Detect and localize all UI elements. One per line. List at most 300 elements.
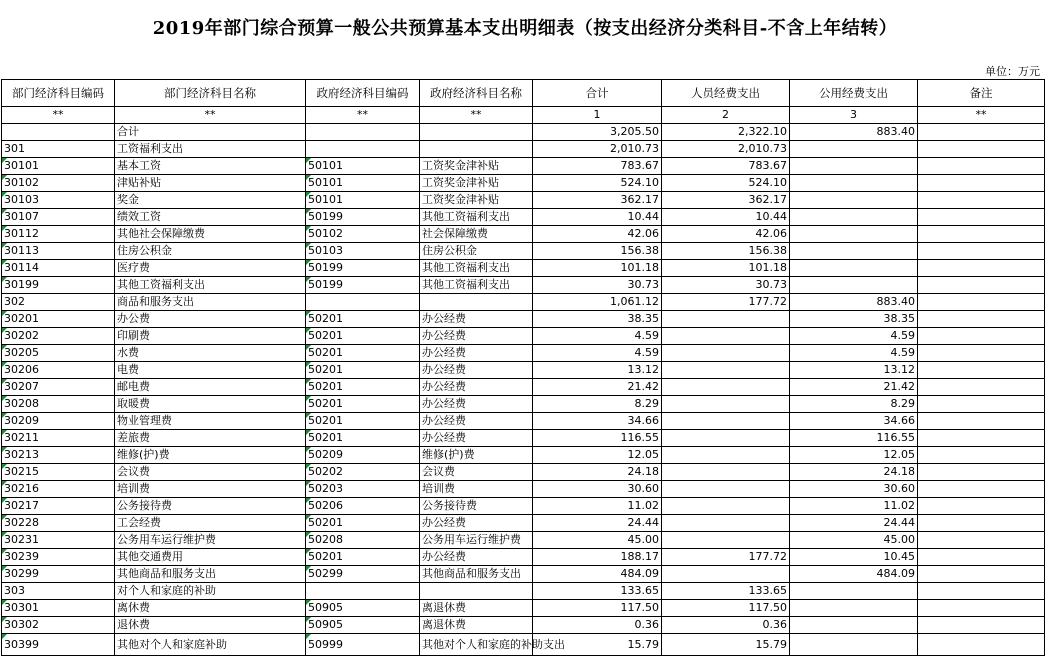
gov-name-cell[interactable]: 其他工资福利支出	[420, 260, 533, 277]
gov-code-cell[interactable]: 50905	[306, 617, 420, 634]
remark-cell[interactable]	[918, 294, 1045, 311]
remark-cell[interactable]	[918, 481, 1045, 498]
public-cell[interactable]: 11.02	[790, 498, 918, 515]
dept-name-cell[interactable]: 住房公积金	[115, 243, 306, 260]
dept-code-cell[interactable]: 30207	[2, 379, 115, 396]
table-row	[2, 243, 1045, 260]
gov-name-cell[interactable]: 办公经费	[420, 515, 533, 532]
total-cell[interactable]: 21.42	[533, 379, 662, 396]
unit-label: 单位：万元	[985, 65, 1040, 78]
remark-cell[interactable]	[918, 243, 1045, 260]
personnel-cell[interactable]	[662, 515, 790, 532]
personnel-cell[interactable]: 2,010.73	[662, 141, 790, 158]
personnel-cell[interactable]	[662, 566, 790, 583]
dept-code-cell[interactable]: 30209	[2, 413, 115, 430]
remark-cell[interactable]	[918, 311, 1045, 328]
dept-code-cell[interactable]: 30201	[2, 311, 115, 328]
gov-name-cell[interactable]: 培训费	[420, 481, 533, 498]
dept-code-cell[interactable]: 30299	[2, 566, 115, 583]
remark-cell[interactable]	[918, 226, 1045, 243]
total-cell[interactable]: 30.73	[533, 277, 662, 294]
gov-code-cell[interactable]: 50102	[306, 226, 420, 243]
remark-cell[interactable]	[918, 634, 1045, 656]
gov-code-cell[interactable]: 50201	[306, 328, 420, 345]
dept-name-cell[interactable]: 培训费	[115, 481, 306, 498]
gov-name-cell[interactable]: 公务接待费	[420, 498, 533, 515]
table-row	[2, 124, 1045, 141]
total-cell[interactable]: 133.65	[533, 583, 662, 600]
dept-code-cell[interactable]: 30399	[2, 634, 115, 656]
public-cell[interactable]	[790, 243, 918, 260]
total-cell[interactable]: 116.55	[533, 430, 662, 447]
remark-cell[interactable]	[918, 413, 1045, 430]
public-cell[interactable]: 24.44	[790, 515, 918, 532]
dept-code-cell[interactable]: 30301	[2, 600, 115, 617]
dept-name-cell[interactable]: 会议费	[115, 464, 306, 481]
public-cell[interactable]: 8.29	[790, 396, 918, 413]
dept-name-cell[interactable]: 办公费	[115, 311, 306, 328]
gov-code-cell[interactable]: 50201	[306, 396, 420, 413]
seq-cell: 2	[662, 107, 790, 124]
personnel-cell[interactable]: 362.17	[662, 192, 790, 209]
personnel-cell[interactable]: 783.67	[662, 158, 790, 175]
gov-name-cell[interactable]: 住房公积金	[420, 243, 533, 260]
sequence-row	[2, 107, 1045, 124]
gov-code-cell[interactable]: 50999	[306, 634, 420, 656]
remark-cell[interactable]	[918, 277, 1045, 294]
gov-code-cell[interactable]	[306, 141, 420, 158]
table-row	[2, 345, 1045, 362]
dept-code-cell[interactable]: 30205	[2, 345, 115, 362]
personnel-cell[interactable]: 177.72	[662, 549, 790, 566]
remark-cell[interactable]	[918, 396, 1045, 413]
dept-name-cell[interactable]: 差旅费	[115, 430, 306, 447]
dept-code-cell[interactable]: 30208	[2, 396, 115, 413]
gov-name-cell[interactable]: 会议费	[420, 464, 533, 481]
public-cell[interactable]	[790, 634, 918, 656]
dept-name-cell[interactable]: 印刷费	[115, 328, 306, 345]
dept-name-cell[interactable]: 水费	[115, 345, 306, 362]
personnel-cell[interactable]	[662, 362, 790, 379]
gov-name-cell[interactable]: 工资奖金津补贴	[420, 192, 533, 209]
header-gov-name: 政府经济科目名称	[420, 80, 533, 107]
dept-code-cell[interactable]: 30112	[2, 226, 115, 243]
seq-cell: **	[918, 107, 1045, 124]
dept-name-cell[interactable]: 对个人和家庭的补助	[115, 583, 306, 600]
gov-name-cell[interactable]: 其他工资福利支出	[420, 209, 533, 226]
table-row	[2, 430, 1045, 447]
gov-code-cell[interactable]: 50201	[306, 413, 420, 430]
personnel-cell[interactable]: 117.50	[662, 600, 790, 617]
dept-code-cell[interactable]: 303	[2, 583, 115, 600]
remark-cell[interactable]	[918, 617, 1045, 634]
table-row	[2, 413, 1045, 430]
seq-cell: **	[115, 107, 306, 124]
header-dept-name: 部门经济科目名称	[115, 80, 306, 107]
table-row	[2, 328, 1045, 345]
total-cell[interactable]: 117.50	[533, 600, 662, 617]
dept-name-cell[interactable]: 离休费	[115, 600, 306, 617]
dept-name-cell[interactable]: 其他商品和服务支出	[115, 566, 306, 583]
table-row	[2, 447, 1045, 464]
gov-code-cell[interactable]: 50201	[306, 311, 420, 328]
remark-cell[interactable]	[918, 158, 1045, 175]
dept-code-cell[interactable]: 30215	[2, 464, 115, 481]
total-cell[interactable]: 10.44	[533, 209, 662, 226]
table-row	[2, 396, 1045, 413]
total-cell[interactable]: 30.60	[533, 481, 662, 498]
dept-name-cell[interactable]: 电费	[115, 362, 306, 379]
table-row	[2, 498, 1045, 515]
gov-name-cell[interactable]: 办公经费	[420, 328, 533, 345]
public-cell[interactable]	[790, 617, 918, 634]
personnel-cell[interactable]	[662, 311, 790, 328]
public-cell[interactable]	[790, 277, 918, 294]
total-cell[interactable]: 45.00	[533, 532, 662, 549]
total-cell[interactable]: 0.36	[533, 617, 662, 634]
gov-name-cell[interactable]: 工资奖金津补贴	[420, 175, 533, 192]
gov-code-cell[interactable]: 50101	[306, 175, 420, 192]
gov-code-cell[interactable]: 50199	[306, 260, 420, 277]
dept-code-cell[interactable]: 301	[2, 141, 115, 158]
gov-code-cell[interactable]: 50201	[306, 379, 420, 396]
dept-name-cell[interactable]: 退休费	[115, 617, 306, 634]
expenditure-table	[1, 79, 1045, 656]
total-cell[interactable]: 1,061.12	[533, 294, 662, 311]
personnel-cell[interactable]	[662, 532, 790, 549]
dept-code-cell[interactable]: 30211	[2, 430, 115, 447]
personnel-cell[interactable]	[662, 396, 790, 413]
dept-code-cell[interactable]	[2, 124, 115, 141]
total-cell[interactable]: 188.17	[533, 549, 662, 566]
personnel-cell[interactable]: 42.06	[662, 226, 790, 243]
personnel-cell[interactable]: 15.79	[662, 634, 790, 656]
gov-code-cell[interactable]: 50101	[306, 192, 420, 209]
header-row	[2, 80, 1045, 107]
table-row	[2, 532, 1045, 549]
public-cell[interactable]	[790, 158, 918, 175]
public-cell[interactable]	[790, 226, 918, 243]
page-title: 2019年部门综合预算一般公共预算基本支出明细表（按支出经济分类科目-不含上年结转）	[152, 18, 898, 39]
dept-code-cell[interactable]: 30114	[2, 260, 115, 277]
public-cell[interactable]	[790, 141, 918, 158]
personnel-cell[interactable]: 524.10	[662, 175, 790, 192]
total-cell[interactable]: 13.12	[533, 362, 662, 379]
total-cell[interactable]: 362.17	[533, 192, 662, 209]
personnel-cell[interactable]: 101.18	[662, 260, 790, 277]
table-row	[2, 481, 1045, 498]
table-row	[2, 311, 1045, 328]
seq-cell: **	[2, 107, 115, 124]
dept-code-cell[interactable]: 30103	[2, 192, 115, 209]
seq-cell: 1	[533, 107, 662, 124]
dept-name-cell[interactable]: 商品和服务支出	[115, 294, 306, 311]
personnel-cell[interactable]	[662, 345, 790, 362]
dept-code-cell[interactable]: 30239	[2, 549, 115, 566]
gov-name-cell[interactable]: 离退休费	[420, 617, 533, 634]
dept-code-cell[interactable]: 30228	[2, 515, 115, 532]
public-cell[interactable]: 883.40	[790, 124, 918, 141]
remark-cell[interactable]	[918, 566, 1045, 583]
personnel-cell[interactable]: 156.38	[662, 243, 790, 260]
total-cell[interactable]: 4.59	[533, 345, 662, 362]
remark-cell[interactable]	[918, 192, 1045, 209]
remark-cell[interactable]	[918, 345, 1045, 362]
dept-name-cell[interactable]: 公务接待费	[115, 498, 306, 515]
gov-name-cell[interactable]: 办公经费	[420, 362, 533, 379]
personnel-cell[interactable]: 10.44	[662, 209, 790, 226]
total-cell[interactable]: 4.59	[533, 328, 662, 345]
total-cell[interactable]: 11.02	[533, 498, 662, 515]
dept-code-cell[interactable]: 30101	[2, 158, 115, 175]
gov-name-cell[interactable]: 维修(护)费	[420, 447, 533, 464]
total-cell[interactable]: 484.09	[533, 566, 662, 583]
gov-name-cell[interactable]: 办公经费	[420, 413, 533, 430]
personnel-cell[interactable]: 133.65	[662, 583, 790, 600]
dept-name-cell[interactable]: 绩效工资	[115, 209, 306, 226]
total-cell[interactable]: 101.18	[533, 260, 662, 277]
dept-name-cell[interactable]: 津贴补贴	[115, 175, 306, 192]
table-row	[2, 158, 1045, 175]
gov-code-cell[interactable]: 50101	[306, 158, 420, 175]
gov-name-cell[interactable]: 办公经费	[420, 311, 533, 328]
remark-cell[interactable]	[918, 141, 1045, 158]
gov-name-cell[interactable]: 其他工资福利支出	[420, 277, 533, 294]
personnel-cell[interactable]	[662, 430, 790, 447]
dept-name-cell[interactable]: 奖金	[115, 192, 306, 209]
table-row	[2, 294, 1045, 311]
remark-cell[interactable]	[918, 447, 1045, 464]
gov-name-cell[interactable]: 工资奖金津补贴	[420, 158, 533, 175]
table-row	[2, 209, 1045, 226]
header-total: 合计	[533, 80, 662, 107]
public-cell[interactable]	[790, 583, 918, 600]
gov-code-cell[interactable]: 50199	[306, 209, 420, 226]
gov-code-cell[interactable]: 50203	[306, 481, 420, 498]
personnel-cell[interactable]: 2,322.10	[662, 124, 790, 141]
gov-name-cell[interactable]: 其他商品和服务支出	[420, 566, 533, 583]
seq-cell: **	[306, 107, 420, 124]
total-cell[interactable]: 783.67	[533, 158, 662, 175]
dept-code-cell[interactable]: 30231	[2, 532, 115, 549]
gov-code-cell[interactable]: 50201	[306, 515, 420, 532]
public-cell[interactable]: 38.35	[790, 311, 918, 328]
seq-cell: 3	[790, 107, 918, 124]
dept-name-cell[interactable]: 其他交通费用	[115, 549, 306, 566]
dept-name-cell[interactable]: 其他社会保障缴费	[115, 226, 306, 243]
remark-cell[interactable]	[918, 362, 1045, 379]
dept-name-cell[interactable]: 其他对个人和家庭补助	[115, 634, 306, 656]
public-cell[interactable]: 116.55	[790, 430, 918, 447]
gov-code-cell[interactable]: 50199	[306, 277, 420, 294]
remark-cell[interactable]	[918, 379, 1045, 396]
public-cell[interactable]	[790, 600, 918, 617]
remark-cell[interactable]	[918, 124, 1045, 141]
dept-code-cell[interactable]: 30217	[2, 498, 115, 515]
remark-cell[interactable]	[918, 209, 1045, 226]
remark-cell[interactable]	[918, 464, 1045, 481]
gov-name-cell[interactable]: 离退休费	[420, 600, 533, 617]
dept-code-cell[interactable]: 30302	[2, 617, 115, 634]
dept-code-cell[interactable]: 30102	[2, 175, 115, 192]
dept-code-cell[interactable]: 30107	[2, 209, 115, 226]
dept-name-cell[interactable]: 医疗费	[115, 260, 306, 277]
dept-name-cell[interactable]: 工资福利支出	[115, 141, 306, 158]
header-public: 公用经费支出	[790, 80, 918, 107]
total-cell[interactable]: 2,010.73	[533, 141, 662, 158]
dept-name-cell[interactable]: 工会经费	[115, 515, 306, 532]
total-cell[interactable]: 34.66	[533, 413, 662, 430]
gov-name-cell[interactable]: 社会保障缴费	[420, 226, 533, 243]
remark-cell[interactable]	[918, 175, 1045, 192]
table-row	[2, 583, 1045, 600]
table-row	[2, 277, 1045, 294]
gov-name-cell[interactable]: 其他对个人和家庭的补助支出	[420, 634, 533, 656]
personnel-cell[interactable]	[662, 379, 790, 396]
public-cell[interactable]: 34.66	[790, 413, 918, 430]
dept-name-cell[interactable]: 物业管理费	[115, 413, 306, 430]
dept-code-cell[interactable]: 30216	[2, 481, 115, 498]
total-cell[interactable]: 38.35	[533, 311, 662, 328]
dept-name-cell[interactable]: 维修(护)费	[115, 447, 306, 464]
total-cell[interactable]: 42.06	[533, 226, 662, 243]
total-cell[interactable]: 15.79	[533, 634, 662, 656]
dept-code-cell[interactable]: 30206	[2, 362, 115, 379]
personnel-cell[interactable]	[662, 328, 790, 345]
remark-cell[interactable]	[918, 532, 1045, 549]
gov-code-cell[interactable]: 50299	[306, 566, 420, 583]
public-cell[interactable]: 10.45	[790, 549, 918, 566]
total-cell[interactable]: 524.10	[533, 175, 662, 192]
table-row	[2, 175, 1045, 192]
public-cell[interactable]: 4.59	[790, 345, 918, 362]
gov-code-cell[interactable]	[306, 294, 420, 311]
dept-name-cell[interactable]: 其他工资福利支出	[115, 277, 306, 294]
gov-name-cell[interactable]: 公务用车运行维护费	[420, 532, 533, 549]
gov-code-cell[interactable]: 50202	[306, 464, 420, 481]
table-row	[2, 260, 1045, 277]
remark-cell[interactable]	[918, 328, 1045, 345]
gov-name-cell[interactable]: 办公经费	[420, 379, 533, 396]
dept-code-cell[interactable]: 30113	[2, 243, 115, 260]
personnel-cell[interactable]	[662, 464, 790, 481]
gov-name-cell[interactable]	[420, 294, 533, 311]
table-row	[2, 379, 1045, 396]
public-cell[interactable]: 12.05	[790, 447, 918, 464]
table-row	[2, 515, 1045, 532]
gov-code-cell[interactable]	[306, 124, 420, 141]
total-cell[interactable]: 12.05	[533, 447, 662, 464]
remark-cell[interactable]	[918, 430, 1045, 447]
table-row	[2, 362, 1045, 379]
gov-name-cell[interactable]: 办公经费	[420, 430, 533, 447]
dept-code-cell[interactable]: 302	[2, 294, 115, 311]
gov-code-cell[interactable]: 50905	[306, 600, 420, 617]
table-row	[2, 634, 1045, 656]
header-gov-code: 政府经济科目编码	[306, 80, 420, 107]
table-row	[2, 549, 1045, 566]
header-dept-code: 部门经济科目编码	[2, 80, 115, 107]
table-row	[2, 226, 1045, 243]
dept-name-cell[interactable]: 基本工资	[115, 158, 306, 175]
public-cell[interactable]: 4.59	[790, 328, 918, 345]
gov-code-cell[interactable]: 50201	[306, 549, 420, 566]
total-cell[interactable]: 8.29	[533, 396, 662, 413]
gov-name-cell[interactable]	[420, 124, 533, 141]
gov-code-cell[interactable]: 50201	[306, 430, 420, 447]
gov-name-cell[interactable]	[420, 141, 533, 158]
personnel-cell[interactable]: 30.73	[662, 277, 790, 294]
gov-name-cell[interactable]: 办公经费	[420, 549, 533, 566]
public-cell[interactable]	[790, 192, 918, 209]
dept-name-cell[interactable]: 合计	[115, 124, 306, 141]
dept-code-cell[interactable]: 30199	[2, 277, 115, 294]
public-cell[interactable]	[790, 260, 918, 277]
gov-code-cell[interactable]: 50208	[306, 532, 420, 549]
public-cell[interactable]: 21.42	[790, 379, 918, 396]
header-remark: 备注	[918, 80, 1045, 107]
table-row	[2, 566, 1045, 583]
public-cell[interactable]: 30.60	[790, 481, 918, 498]
public-cell[interactable]	[790, 175, 918, 192]
gov-name-cell[interactable]: 办公经费	[420, 396, 533, 413]
seq-cell: **	[420, 107, 533, 124]
remark-cell[interactable]	[918, 583, 1045, 600]
remark-cell[interactable]	[918, 515, 1045, 532]
personnel-cell[interactable]	[662, 481, 790, 498]
header-personnel: 人员经费支出	[662, 80, 790, 107]
gov-code-cell[interactable]: 50103	[306, 243, 420, 260]
gov-code-cell[interactable]: 50209	[306, 447, 420, 464]
gov-name-cell[interactable]: 办公经费	[420, 345, 533, 362]
dept-code-cell[interactable]: 30213	[2, 447, 115, 464]
gov-name-cell[interactable]	[420, 583, 533, 600]
total-cell[interactable]: 3,205.50	[533, 124, 662, 141]
personnel-cell[interactable]	[662, 498, 790, 515]
personnel-cell[interactable]	[662, 413, 790, 430]
public-cell[interactable]: 883.40	[790, 294, 918, 311]
public-cell[interactable]: 24.18	[790, 464, 918, 481]
dept-name-cell[interactable]: 邮电费	[115, 379, 306, 396]
table-row	[2, 464, 1045, 481]
dept-name-cell[interactable]: 取暖费	[115, 396, 306, 413]
gov-code-cell[interactable]: 50201	[306, 362, 420, 379]
remark-cell[interactable]	[918, 260, 1045, 277]
public-cell[interactable]: 484.09	[790, 566, 918, 583]
remark-cell[interactable]	[918, 600, 1045, 617]
gov-code-cell[interactable]	[306, 583, 420, 600]
personnel-cell[interactable]	[662, 447, 790, 464]
total-cell[interactable]: 24.44	[533, 515, 662, 532]
dept-code-cell[interactable]: 30202	[2, 328, 115, 345]
total-cell[interactable]: 156.38	[533, 243, 662, 260]
public-cell[interactable]: 13.12	[790, 362, 918, 379]
public-cell[interactable]: 45.00	[790, 532, 918, 549]
table-row	[2, 600, 1045, 617]
remark-cell[interactable]	[918, 498, 1045, 515]
table-row	[2, 617, 1045, 634]
remark-cell[interactable]	[918, 549, 1045, 566]
total-cell[interactable]: 24.18	[533, 464, 662, 481]
dept-name-cell[interactable]: 公务用车运行维护费	[115, 532, 306, 549]
table-row	[2, 141, 1045, 158]
public-cell[interactable]	[790, 209, 918, 226]
gov-code-cell[interactable]: 50201	[306, 345, 420, 362]
table-row	[2, 192, 1045, 209]
gov-code-cell[interactable]: 50206	[306, 498, 420, 515]
personnel-cell[interactable]: 0.36	[662, 617, 790, 634]
personnel-cell[interactable]: 177.72	[662, 294, 790, 311]
